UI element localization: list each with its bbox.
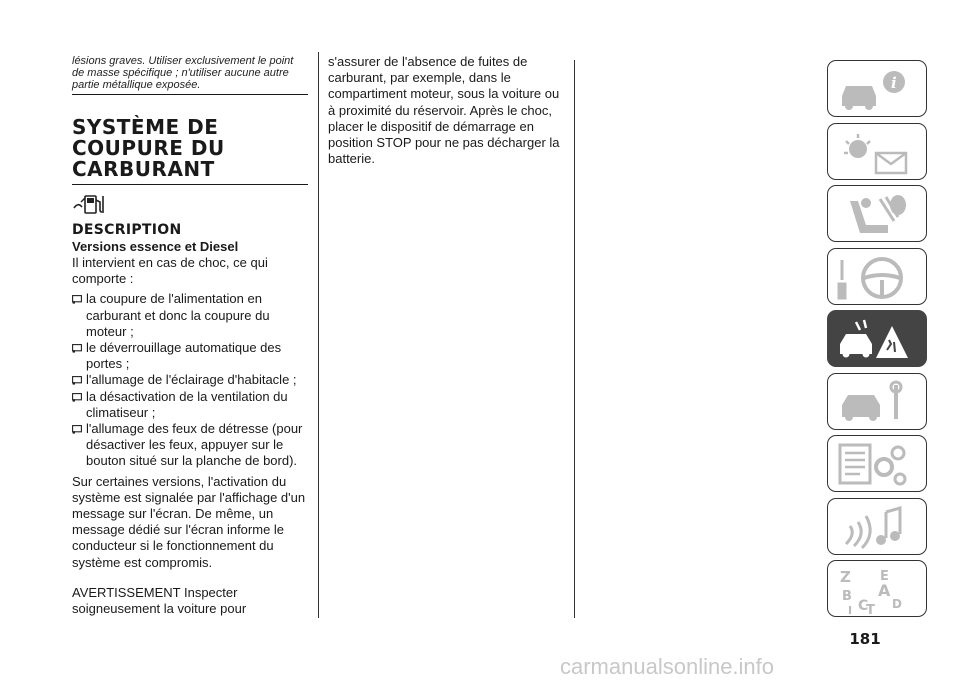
chapter-tab-3[interactable] [827, 185, 927, 242]
chapter-tab-9[interactable] [827, 560, 927, 617]
seat-airbag-icon [836, 191, 916, 239]
list-item [72, 340, 308, 372]
svg-text:A: A [878, 581, 891, 600]
consequence-list [72, 291, 308, 469]
continuation-paragraph: s'assurer de l'absence de fuites de carburant, par exemple, dans le compartiment moteur, sous la voiture ou à proximité du réservoir. Après le choc, placer le dispositif de démarrage en position STOP pour ne pas décharger la batterie. [328, 54, 560, 167]
versions-paragraph: Sur certaines versions, l'activation du système est signalée par l'affichage d'un message sur l'écran. De même, un message dédié sur l'écran informe le conducteur si le fonctionnement du système est compromis. [72, 473, 306, 570]
list-item-text: la désactivation de la ventilation du climatiseur ; [86, 388, 288, 420]
list-item-text: le déverrouillage automatique des portes ; [86, 340, 282, 372]
svg-text:i: i [891, 74, 897, 92]
index-icon [836, 566, 916, 614]
bullet-icon [72, 376, 82, 385]
car-maintenance-icon [836, 379, 916, 427]
intro-text: Il intervient en cas de choc, ce qui comporte : [72, 255, 268, 287]
chapter-tab-1[interactable] [827, 60, 927, 117]
multimedia-icon [836, 504, 916, 552]
svg-text:B: B [842, 589, 852, 604]
page-number: 181 [849, 630, 881, 648]
bullet-icon [72, 344, 82, 353]
list-item-text: l'allumage de l'éclairage d'habitacle ; [86, 372, 297, 388]
list-item [72, 389, 308, 421]
car-emergency-icon [836, 316, 916, 364]
list-item [72, 421, 308, 470]
chapter-tab-4[interactable] [827, 248, 927, 305]
column-divider-2 [574, 60, 575, 618]
light-message-icon [836, 129, 916, 177]
svg-text:C: C [858, 598, 869, 614]
svg-text:E: E [880, 569, 889, 584]
versions-heading: Versions essence et Diesel [72, 239, 239, 254]
list-item [72, 291, 308, 340]
column-divider-1 [318, 52, 319, 618]
watermark: carmanualsonline.info [560, 654, 775, 679]
svg-text:I: I [848, 604, 853, 614]
column-middle [328, 55, 564, 167]
bullet-icon [72, 295, 82, 304]
chapter-tab-8[interactable] [827, 498, 927, 555]
list-item-text: la coupure de l'alimentation en carburant et donc la coupure du moteur ; [86, 291, 270, 339]
svg-text:Z: Z [840, 568, 851, 586]
car-info-icon [836, 66, 916, 114]
svg-text:D: D [892, 597, 902, 611]
bullet-icon [72, 393, 82, 402]
warning-paragraph: AVERTISSEMENT Inspecter soigneusement la voiture pour [72, 584, 247, 617]
description-heading: DESCRIPTION [72, 222, 182, 238]
technical-data-icon [836, 441, 916, 489]
steering-wheel-icon [836, 254, 916, 302]
fuel-cutoff-symbol-icon [72, 193, 112, 215]
section-title: SYSTÈME DE COUPURE DU CARBURANT [72, 117, 308, 185]
chapter-tab-7[interactable] [827, 435, 927, 492]
warning-continuation: lésions graves. Utiliser exclusivement le point de masse spécifique ; n'utiliser aucune autre partie métallique exposée. [72, 55, 308, 95]
chapter-tab-2[interactable] [827, 123, 927, 180]
list-item-text: l'allumage des feux de détresse (pour désactiver les feux, appuyer sur le bouton situé sur la planche de bord). [86, 421, 303, 469]
chapter-tab-6[interactable] [827, 373, 927, 430]
svg-text:T: T [866, 603, 875, 614]
list-item [72, 372, 308, 388]
chapter-tab-5[interactable] [827, 310, 927, 367]
column-left [72, 55, 308, 617]
bullet-icon [72, 425, 82, 434]
